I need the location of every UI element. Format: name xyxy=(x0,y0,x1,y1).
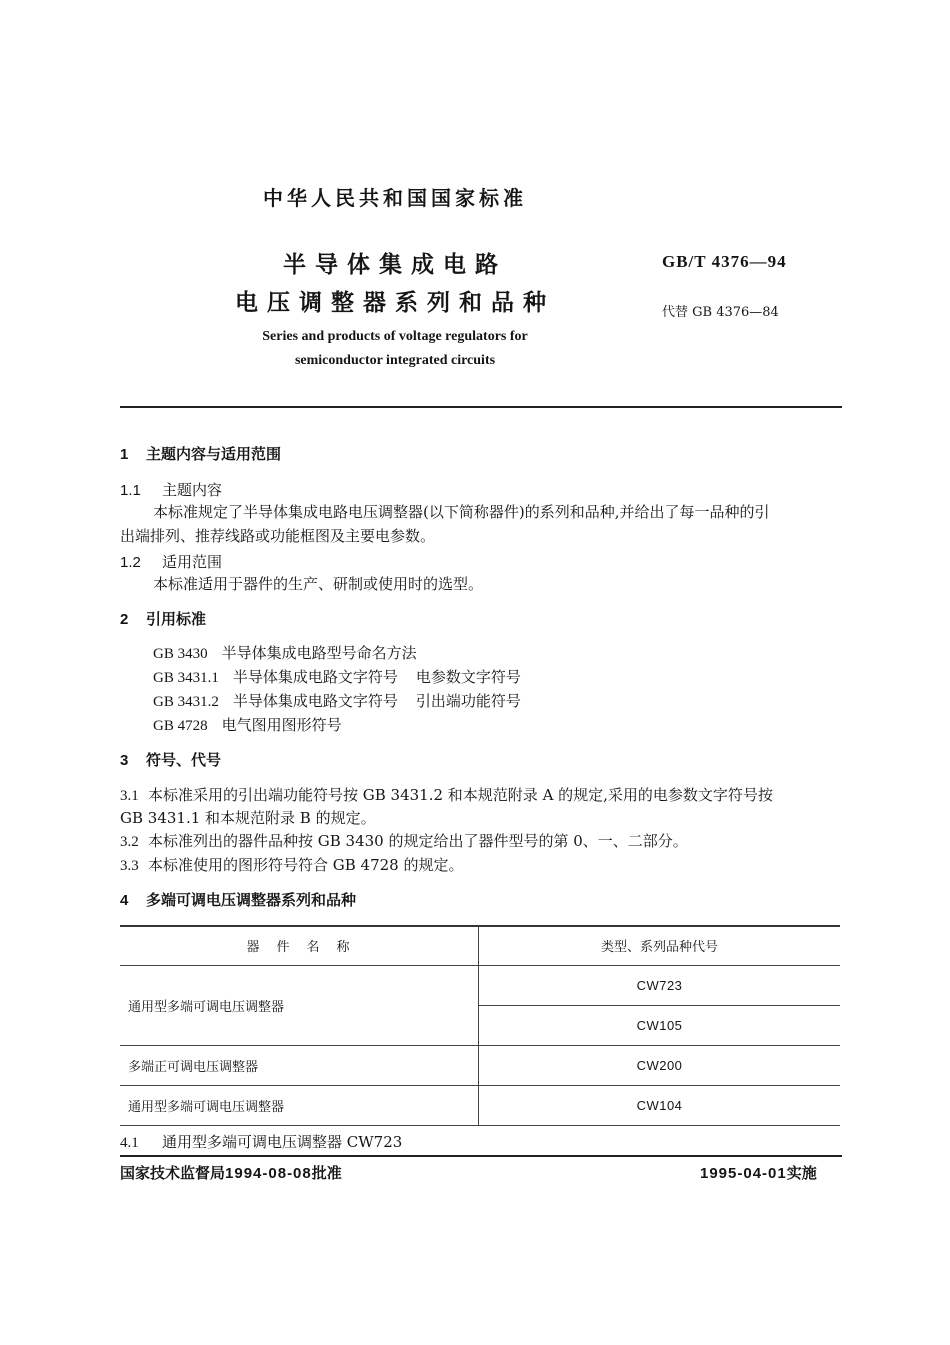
clause-text: 本标准采用的引出端功能符号按 GB 3431.2 和本规范附录 A 的规定,采用的电参数文字符号按 xyxy=(148,786,773,804)
clause-title: 适用范围 xyxy=(162,553,223,571)
device-code: CW200 xyxy=(479,1046,841,1086)
clause-text: 本标准列出的器件品种按 GB 3430 的规定给出了器件型号的第 0、一、二部分。 xyxy=(148,832,688,850)
clause-3-3 xyxy=(120,853,464,878)
section-title: 符号、代号 xyxy=(146,751,222,769)
clause-3-1-line1 xyxy=(120,783,773,808)
clause-1-2-heading xyxy=(120,551,222,572)
effective-date: 1995-04-01 xyxy=(700,1165,787,1182)
reference-code: GB 3431.2 xyxy=(153,694,219,710)
reference-item xyxy=(153,690,521,711)
section-title: 引用标准 xyxy=(146,610,207,628)
section-number: 2 xyxy=(120,611,129,628)
reference-item xyxy=(153,666,521,687)
clause-number: 4.1 xyxy=(120,1135,139,1151)
clause-1-1-text-line1: 本标准规定了半导体集成电路电压调整器(以下简称器件)的系列和品种,并给出了每一品种的引 xyxy=(153,503,770,521)
clause-3-1-line2: GB 3431.1 和本规范附录 B 的规定。 xyxy=(120,809,376,827)
reference-code: GB 3431.1 xyxy=(153,670,219,686)
reference-code: GB 4728 xyxy=(153,718,208,734)
title-en-line1: Series and products of voltage regulators for xyxy=(262,329,528,344)
clause-title: 通用型多端可调电压调整器 CW723 xyxy=(162,1133,403,1151)
clause-1-1-text-line2: 出端排列、推荐线路或功能框图及主要电参数。 xyxy=(120,527,436,545)
reference-title: 半导体集成电路文字符号 xyxy=(232,668,398,686)
reference-subtitle: 电参数文字符号 xyxy=(415,668,521,686)
device-code: CW723 xyxy=(479,966,841,1006)
reference-item xyxy=(153,714,342,735)
device-name: 通用型多端可调电压调整器 xyxy=(120,966,479,1046)
standard-number xyxy=(662,252,787,272)
clause-4-1-heading xyxy=(120,1131,402,1152)
device-code: CW104 xyxy=(479,1086,841,1126)
reference-title: 半导体集成电路型号命名方法 xyxy=(221,644,417,662)
section-1-heading xyxy=(120,443,281,464)
section-number: 3 xyxy=(120,752,129,769)
approval-date: 1994-08-08 xyxy=(225,1165,312,1182)
clause-number: 3.2 xyxy=(120,834,139,850)
national-standard-heading: 中华人民共和国国家标准 xyxy=(263,186,527,210)
clause-number: 3.1 xyxy=(120,788,139,804)
header-divider xyxy=(120,406,842,408)
table-row xyxy=(120,966,840,1006)
standard-number-text: GB/T 4376—94 xyxy=(662,252,787,271)
reference-subtitle: 引出端功能符号 xyxy=(415,692,521,710)
clause-number: 1.2 xyxy=(120,554,141,571)
device-code: CW105 xyxy=(479,1006,841,1046)
section-number: 1 xyxy=(120,446,129,463)
section-title: 多端可调电压调整器系列和品种 xyxy=(146,891,357,909)
approval-line xyxy=(120,1162,342,1183)
section-2-heading xyxy=(120,608,206,629)
title-cn-line1: 半导体集成电路 xyxy=(283,252,507,278)
device-name: 多端正可调电压调整器 xyxy=(120,1046,479,1086)
clause-1-1-heading xyxy=(120,479,222,500)
reference-title: 电气图用图形符号 xyxy=(221,716,342,734)
section-3-heading xyxy=(120,749,221,770)
reference-title: 半导体集成电路文字符号 xyxy=(232,692,398,710)
section-4-heading xyxy=(120,889,356,910)
table-row xyxy=(120,1046,840,1086)
title-en-line2: semiconductor integrated circuits xyxy=(294,353,496,368)
footer-divider xyxy=(120,1155,842,1157)
effective-line xyxy=(700,1162,817,1183)
approval-label: 批准 xyxy=(311,1164,342,1182)
column-header-name: 器 件 名 称 xyxy=(120,926,479,966)
clause-3-2 xyxy=(120,829,688,854)
table-header-row xyxy=(120,926,840,966)
replaces-standard: 代替 GB 4376—84 xyxy=(662,305,779,320)
reference-item xyxy=(153,642,417,663)
products-table xyxy=(120,926,840,1126)
section-title: 主题内容与适用范围 xyxy=(146,445,282,463)
column-header-code: 类型、系列品种代号 xyxy=(479,926,841,966)
clause-text: 本标准使用的图形符号符合 GB 4728 的规定。 xyxy=(148,856,464,874)
effective-label: 实施 xyxy=(786,1164,817,1182)
clause-number: 3.3 xyxy=(120,858,139,874)
clause-number: 1.1 xyxy=(120,482,141,499)
section-number: 4 xyxy=(120,892,129,909)
table-row xyxy=(120,1086,840,1126)
approving-authority: 国家技术监督局 xyxy=(120,1164,226,1182)
clause-1-2-text: 本标准适用于器件的生产、研制或使用时的选型。 xyxy=(153,575,484,593)
clause-title: 主题内容 xyxy=(162,481,223,499)
title-cn-line2: 电压调整器系列和品种 xyxy=(235,290,555,316)
device-name: 通用型多端可调电压调整器 xyxy=(120,1086,479,1126)
reference-code: GB 3430 xyxy=(153,646,208,662)
